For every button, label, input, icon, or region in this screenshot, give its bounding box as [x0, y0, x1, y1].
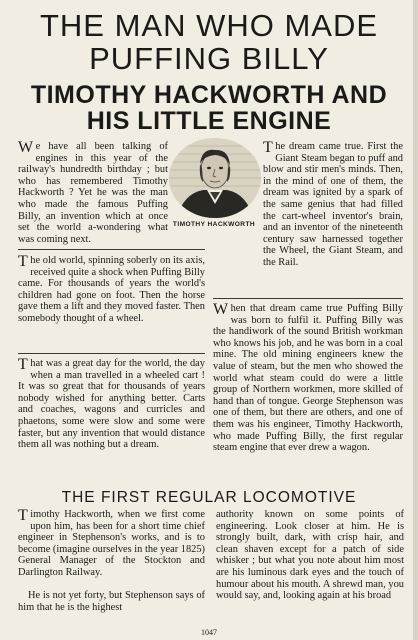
drop-cap: W [18, 139, 34, 156]
subheadline-line-2: HIS LITTLE ENGINE [86, 107, 332, 135]
portrait-engraving-icon [169, 138, 261, 218]
column-rule [18, 353, 205, 354]
drop-cap: T [18, 356, 29, 373]
headline-line-1: THE MAN WHO MADE [39, 8, 379, 43]
portrait-caption: TIMOTHY HACKWORTH [172, 221, 256, 228]
paragraph-text: imothy Hackworth, when we first come upon him, has been for a short time chief engineer in Stephenson's works, and is to become (imagine ourselves in the year 1825) General Manager of the Stockton and Darlington Railway. [18, 509, 205, 578]
drop-cap: T [18, 507, 29, 524]
subheadline-line-1: TIMOTHY HACKWORTH AND [30, 81, 388, 109]
paragraph-text: e have all been talking of engines in this year of the railway's hundredth birthday ; but who has remembered Timothy Hackworth ? Yet he was the man who made the famous Puffing Billy, an invention which at once set the world a-wondering what was coming next. [18, 141, 168, 245]
column-rule [18, 249, 205, 250]
paragraph-text: hen that dream came true Puffing Billy was born to fulfil it. Puffing Billy was the handiwork of the sound British workman who knows his job, and he was born in a coal mine. The old mining engineers knew the value of steam, but the men who showed the world what steam could do were a little group of Northern workmen, more skilled of hand than of tongue. George Stephenson was one of them, but there are others, and one of them was his engineer, Timothy Hackworth, who made Puffing Billy, the first regular steam engine that ever drew a wagon. [213, 303, 403, 454]
article-paragraph [263, 141, 403, 269]
column-rule [213, 298, 403, 299]
headline-line-2: PUFFING BILLY [89, 41, 329, 76]
drop-cap: W [213, 301, 229, 318]
drop-cap: T [18, 253, 29, 270]
article-paragraph [18, 255, 205, 325]
section-heading: THE FIRST REGULAR LOCOMOTIVE [61, 489, 357, 506]
paragraph-text: hat was a great day for the world, the day when a man travelled in a wheeled cart ! It was so great that for thousands of years nobody wished for anything better. Carts and coaches, wagons and curricles and phaetons, some were slow and some were faster, but any invention that would distance them all was nothing but a dream. [18, 358, 205, 451]
page-edge [413, 0, 418, 640]
article-paragraph: He is not yet forty, but Stephenson says of him that he is the highest [18, 590, 205, 613]
drop-cap: T [263, 139, 274, 156]
paragraph-text: he old world, spinning soberly on its axis, received quite a shock when Puffing Billy came. For thousands of years the world's children had gone on foot. Then the horse gave them a lift and they moved faster. Then somebody thought of a wheel. [18, 255, 205, 324]
page-number: 1047 [201, 628, 217, 637]
article-paragraph [18, 358, 205, 451]
article-paragraph: authority known on some points of engineering. Look closer at him. He is strongly built, dark, with crisp hair, and clean shaven except for a patch of side whisker ; but what you note about him most are his luminous dark eyes and the touch of humour about his mouth. A shrewd man, you would say, and, looking again at his broad [216, 509, 404, 602]
article-paragraph [18, 141, 168, 245]
paragraph-text: he dream came true. First the Giant Steam began to puff and blow and stir men's minds. Then, in the mind of one of them, the dream was ignited by a spark of the same genius that had filled the cart-wheel inventor's brain, and an inventor of the nineteenth century saw harnessed together the Wheel, the Giant Steam, and the Rail. [263, 141, 403, 268]
article-paragraph [18, 509, 205, 579]
article-paragraph [213, 303, 403, 454]
